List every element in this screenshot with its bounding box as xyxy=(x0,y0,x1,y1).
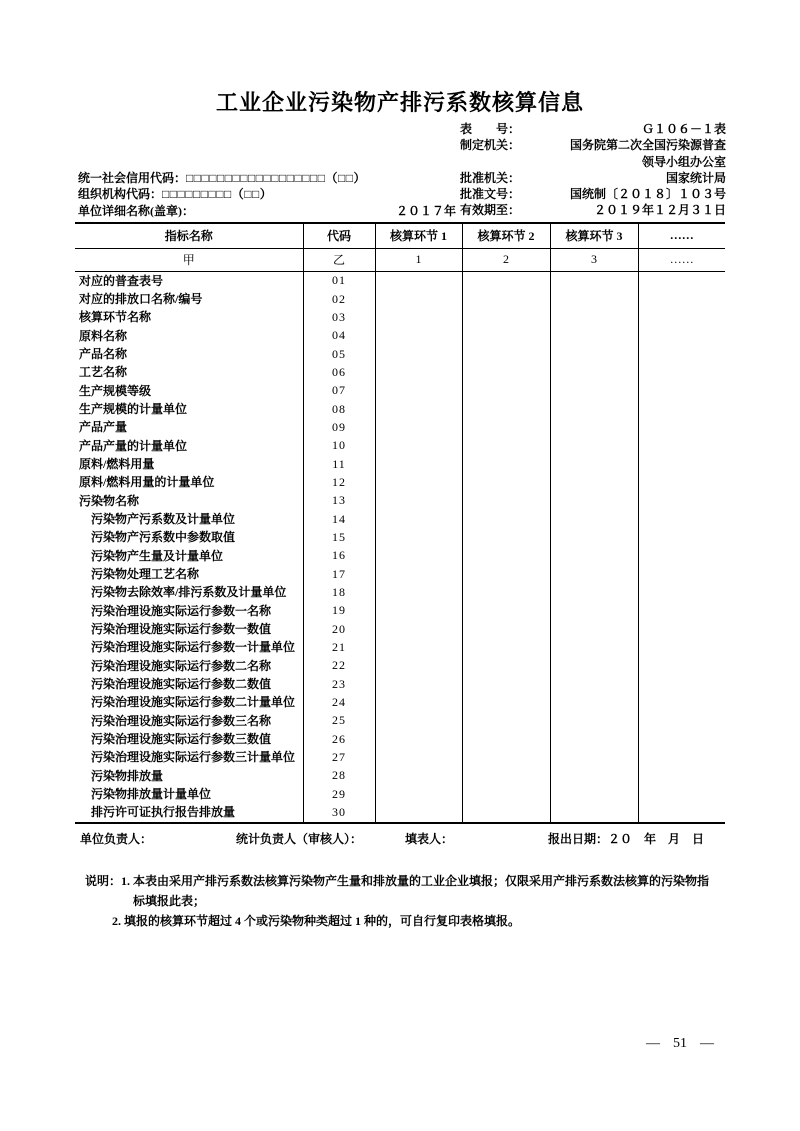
value-cell xyxy=(550,583,638,601)
value-cell xyxy=(638,620,725,638)
value-cell xyxy=(638,510,725,528)
value-cell xyxy=(550,712,638,730)
value-cell xyxy=(550,528,638,546)
value-cell xyxy=(462,271,550,290)
indicator-code-cell: 10 xyxy=(303,437,375,455)
indicator-name-cell: 污染治理设施实际运行参数一数值 xyxy=(75,620,303,638)
value-cell xyxy=(638,767,725,785)
value-cell xyxy=(550,473,638,491)
value-cell xyxy=(550,657,638,675)
value-cell xyxy=(375,455,462,473)
value-cell xyxy=(375,583,462,601)
subheader-row xyxy=(75,248,725,271)
stats-head-label: 统计负责人（审核人）： xyxy=(236,832,363,846)
indicator-name-cell: 原料名称 xyxy=(75,327,303,345)
value-cell xyxy=(375,730,462,748)
value-cell xyxy=(375,473,462,491)
table-row xyxy=(75,290,725,308)
value-cell xyxy=(462,730,550,748)
value-cell xyxy=(462,510,550,528)
value-cell xyxy=(638,638,725,656)
form-number-value: Ｇ１０６－１表 xyxy=(641,122,726,136)
value-cell xyxy=(462,400,550,418)
value-cell xyxy=(375,308,462,326)
table-row xyxy=(75,730,725,748)
table-row xyxy=(75,327,725,345)
value-cell xyxy=(638,583,725,601)
table-head xyxy=(75,223,725,271)
value-cell xyxy=(375,418,462,436)
value-cell xyxy=(462,767,550,785)
value-cell xyxy=(462,583,550,601)
value-cell xyxy=(550,767,638,785)
indicator-name-cell: 工艺名称 xyxy=(75,363,303,381)
value-cell xyxy=(375,547,462,565)
unit-head-label: 单位负责人： xyxy=(80,832,153,846)
value-cell xyxy=(638,748,725,766)
value-cell xyxy=(638,657,725,675)
col-header-step3: 核算环节 3 xyxy=(550,223,638,248)
table-row xyxy=(75,565,725,583)
value-cell xyxy=(550,620,638,638)
value-cell xyxy=(638,308,725,326)
table-row xyxy=(75,638,725,656)
indicator-code-cell: 21 xyxy=(303,638,375,656)
value-cell xyxy=(462,382,550,400)
notes-line-3: 2. 填报的核算环节超过 4 个或污染物种类超过 1 种的，可自行复印表格填报。 xyxy=(112,914,521,928)
page-number-block xyxy=(620,1036,740,1052)
credit-code-boxes: □□□□□□□□□□□□□□□□□□（□□） xyxy=(186,171,366,185)
meta-row-valid-until xyxy=(460,202,726,218)
indicator-code-cell: 29 xyxy=(303,785,375,803)
preparer-label: 填表人： xyxy=(405,832,454,846)
value-cell xyxy=(462,455,550,473)
value-cell xyxy=(638,473,725,491)
value-cell xyxy=(462,418,550,436)
indicator-name-cell: 污染物产生量及计量单位 xyxy=(75,547,303,565)
value-cell xyxy=(550,730,638,748)
table-row xyxy=(75,547,725,565)
table-row xyxy=(75,785,725,803)
value-cell xyxy=(375,657,462,675)
indicator-code-cell: 23 xyxy=(303,675,375,693)
indicator-name-cell: 产品产量 xyxy=(75,418,303,436)
indicator-code-cell: 09 xyxy=(303,418,375,436)
value-cell xyxy=(375,803,462,822)
value-cell xyxy=(462,528,550,546)
table-row xyxy=(75,473,725,491)
table-row xyxy=(75,418,725,436)
indicator-name-cell: 核算环节名称 xyxy=(75,308,303,326)
indicator-name-cell: 生产规模的计量单位 xyxy=(75,400,303,418)
col-header-step2: 核算环节 2 xyxy=(462,223,550,248)
value-cell xyxy=(375,638,462,656)
approving-agency-label: 批准机关： xyxy=(460,170,521,185)
value-cell xyxy=(550,675,638,693)
value-cell xyxy=(462,785,550,803)
table-row xyxy=(75,271,725,290)
value-cell xyxy=(462,547,550,565)
indicator-name-cell: 原料/燃料用量 xyxy=(75,455,303,473)
form-number-label: 表 号： xyxy=(460,122,521,136)
value-cell xyxy=(550,565,638,583)
indicator-name-cell: 原料/燃料用量的计量单位 xyxy=(75,473,303,491)
value-cell xyxy=(550,345,638,363)
indicator-code-cell: 14 xyxy=(303,510,375,528)
indicator-code-cell: 03 xyxy=(303,308,375,326)
table-row xyxy=(75,748,725,766)
value-cell xyxy=(638,712,725,730)
value-cell xyxy=(375,363,462,381)
subheader-3: 3 xyxy=(550,248,638,271)
indicator-code-cell: 08 xyxy=(303,400,375,418)
col-header-indicator: 指标名称 xyxy=(75,223,303,248)
value-cell xyxy=(638,803,725,822)
notes-line-1: 说明：1. 本表由采用产排污系数法核算污染物产生量和排放量的工业企业填报；仅限采用产排污系数法核算的污染物指 xyxy=(85,874,710,888)
indicator-code-cell: 26 xyxy=(303,730,375,748)
value-cell xyxy=(638,565,725,583)
value-cell xyxy=(550,748,638,766)
value-cell xyxy=(638,547,725,565)
value-cell xyxy=(375,693,462,711)
indicator-name-cell: 污染治理设施实际运行参数三数值 xyxy=(75,730,303,748)
subheader-jia: 甲 xyxy=(75,248,303,271)
col-header-code: 代码 xyxy=(303,223,375,248)
table-row xyxy=(75,803,725,822)
header-row xyxy=(75,223,725,248)
value-cell xyxy=(375,712,462,730)
indicator-code-cell: 25 xyxy=(303,712,375,730)
value-cell xyxy=(550,290,638,308)
meta-row-form-number xyxy=(460,121,726,137)
table-row xyxy=(75,510,725,528)
table-row xyxy=(75,400,725,418)
notes-line-2: 标填报此表； xyxy=(133,894,206,908)
table-row xyxy=(75,528,725,546)
table-row xyxy=(75,437,725,455)
value-cell xyxy=(375,785,462,803)
unit-name-line xyxy=(78,203,456,219)
table-body xyxy=(75,271,725,823)
indicator-name-cell: 污染物排放量 xyxy=(75,767,303,785)
value-cell xyxy=(375,492,462,510)
value-cell xyxy=(638,400,725,418)
meta-right-block xyxy=(460,121,726,219)
valid-until-value: ２０１９年１２月３１日 xyxy=(593,203,726,218)
value-cell xyxy=(638,327,725,345)
table-row xyxy=(75,345,725,363)
indicator-code-cell: 02 xyxy=(303,290,375,308)
credit-code-label: 统一社会信用代码： xyxy=(78,171,187,185)
indicator-code-cell: 04 xyxy=(303,327,375,345)
value-cell xyxy=(550,308,638,326)
value-cell xyxy=(462,620,550,638)
value-cell xyxy=(462,290,550,308)
approving-agency-value: 国家统计局 xyxy=(665,170,726,185)
value-cell xyxy=(550,803,638,822)
table-row xyxy=(75,455,725,473)
value-cell xyxy=(550,400,638,418)
value-cell xyxy=(375,620,462,638)
indicator-name-cell: 污染治理设施实际运行参数三计量单位 xyxy=(75,748,303,766)
table-row xyxy=(75,657,725,675)
page-number-dash-right: — xyxy=(700,1036,714,1051)
indicator-name-cell: 对应的排放口名称/编号 xyxy=(75,290,303,308)
issuing-agency-label: 制定机关： xyxy=(460,138,521,153)
table-row xyxy=(75,693,725,711)
indicator-name-cell: 生产规模等级 xyxy=(75,382,303,400)
table-row xyxy=(75,602,725,620)
approval-doc-label: 批准文号： xyxy=(460,187,521,202)
indicator-name-cell: 污染治理设施实际运行参数一名称 xyxy=(75,602,303,620)
value-cell xyxy=(638,693,725,711)
value-cell xyxy=(550,418,638,436)
value-cell xyxy=(550,455,638,473)
value-cell xyxy=(638,492,725,510)
indicator-name-cell: 污染物去除效率/排污系数及计量单位 xyxy=(75,583,303,601)
valid-until-label: 有效期至： xyxy=(460,203,521,218)
indicator-code-cell: 12 xyxy=(303,473,375,491)
value-cell xyxy=(462,473,550,491)
indicator-code-cell: 05 xyxy=(303,345,375,363)
value-cell xyxy=(638,382,725,400)
value-cell xyxy=(638,290,725,308)
value-cell xyxy=(375,565,462,583)
value-cell xyxy=(550,510,638,528)
issuing-agency-value: 国务院第二次全国污染源普查 xyxy=(569,138,726,153)
report-date-label: 报出日期：２０ 年 月 日 xyxy=(548,832,705,846)
meta-row-approving-agency xyxy=(460,170,726,186)
value-cell xyxy=(375,528,462,546)
value-cell xyxy=(462,308,550,326)
value-cell xyxy=(462,712,550,730)
value-cell xyxy=(638,418,725,436)
value-cell xyxy=(375,767,462,785)
value-cell xyxy=(375,748,462,766)
value-cell xyxy=(638,437,725,455)
value-cell xyxy=(462,345,550,363)
value-cell xyxy=(462,327,550,345)
value-cell xyxy=(375,345,462,363)
indicator-code-cell: 16 xyxy=(303,547,375,565)
value-cell xyxy=(550,437,638,455)
meta-row-approval-doc xyxy=(460,186,726,202)
org-code-label: 组织机构代码： xyxy=(78,187,163,202)
indicator-code-cell: 20 xyxy=(303,620,375,638)
table-row xyxy=(75,620,725,638)
value-cell xyxy=(550,271,638,290)
subheader-2: 2 xyxy=(462,248,550,271)
value-cell xyxy=(375,327,462,345)
table-row xyxy=(75,308,725,326)
table-row xyxy=(75,675,725,693)
value-cell xyxy=(375,510,462,528)
indicator-name-cell: 污染治理设施实际运行参数三名称 xyxy=(75,712,303,730)
value-cell xyxy=(462,565,550,583)
value-cell xyxy=(462,657,550,675)
subheader-1: 1 xyxy=(375,248,462,271)
indicator-code-cell: 22 xyxy=(303,657,375,675)
indicator-table xyxy=(75,222,725,824)
indicator-code-cell: 01 xyxy=(303,271,375,290)
value-cell xyxy=(638,785,725,803)
value-cell xyxy=(550,638,638,656)
indicator-code-cell: 18 xyxy=(303,583,375,601)
indicator-code-cell: 24 xyxy=(303,693,375,711)
indicator-name-cell: 产品产量的计量单位 xyxy=(75,437,303,455)
value-cell xyxy=(550,547,638,565)
indicator-name-cell: 污染治理设施实际运行参数二名称 xyxy=(75,657,303,675)
value-cell xyxy=(638,730,725,748)
value-cell xyxy=(462,748,550,766)
issuing-agency-cont-value: 领导小组办公室 xyxy=(641,154,726,169)
value-cell xyxy=(550,602,638,620)
value-cell xyxy=(550,382,638,400)
indicator-code-cell: 28 xyxy=(303,767,375,785)
indicator-name-cell: 污染治理设施实际运行参数一计量单位 xyxy=(75,638,303,656)
indicator-code-cell: 11 xyxy=(303,455,375,473)
table-row xyxy=(75,583,725,601)
value-cell xyxy=(638,363,725,381)
table-row xyxy=(75,363,725,381)
meta-left-block xyxy=(78,170,456,219)
indicator-name-cell: 污染治理设施实际运行参数二数值 xyxy=(75,675,303,693)
indicator-code-cell: 27 xyxy=(303,748,375,766)
page-number: 51 xyxy=(673,1036,687,1051)
value-cell xyxy=(375,437,462,455)
indicator-code-cell: 17 xyxy=(303,565,375,583)
indicator-name-cell: 对应的普查表号 xyxy=(75,271,303,290)
table-row xyxy=(75,492,725,510)
subheader-yi: 乙 xyxy=(303,248,375,271)
value-cell xyxy=(550,785,638,803)
value-cell xyxy=(462,492,550,510)
value-cell xyxy=(462,803,550,822)
indicator-name-cell: 污染物名称 xyxy=(75,492,303,510)
value-cell xyxy=(638,528,725,546)
value-cell xyxy=(462,693,550,711)
indicator-name-cell: 污染物处理工艺名称 xyxy=(75,565,303,583)
value-cell xyxy=(462,602,550,620)
value-cell xyxy=(638,602,725,620)
value-cell xyxy=(462,675,550,693)
meta-row-issuing-agency xyxy=(460,137,726,153)
indicator-name-cell: 污染物产污系数及计量单位 xyxy=(75,510,303,528)
meta-row-issuing-agency-cont xyxy=(460,154,726,170)
value-cell xyxy=(375,400,462,418)
indicator-name-cell: 污染物排放量计量单位 xyxy=(75,785,303,803)
value-cell xyxy=(638,675,725,693)
value-cell xyxy=(375,602,462,620)
indicator-code-cell: 15 xyxy=(303,528,375,546)
org-code-boxes: □□□□□□□□□（□□） xyxy=(162,187,273,202)
indicator-name-cell: 污染治理设施实际运行参数二计量单位 xyxy=(75,693,303,711)
col-header-more: …… xyxy=(638,223,725,248)
value-cell xyxy=(375,290,462,308)
col-header-step1: 核算环节 1 xyxy=(375,223,462,248)
indicator-code-cell: 07 xyxy=(303,382,375,400)
value-cell xyxy=(638,271,725,290)
indicator-code-cell: 19 xyxy=(303,602,375,620)
value-cell xyxy=(550,492,638,510)
table-row xyxy=(75,712,725,730)
value-cell xyxy=(550,327,638,345)
table-row xyxy=(75,767,725,785)
org-code-line xyxy=(78,186,456,202)
value-cell xyxy=(638,455,725,473)
page-number-dash-left: — xyxy=(646,1036,660,1051)
value-cell xyxy=(462,437,550,455)
value-cell xyxy=(462,363,550,381)
form-title: 工业企业污染物产排污系数核算信息 xyxy=(215,90,584,115)
value-cell xyxy=(375,271,462,290)
value-cell xyxy=(375,382,462,400)
value-cell xyxy=(550,693,638,711)
report-year: ２０１７年 xyxy=(395,203,456,218)
table-row xyxy=(75,382,725,400)
value-cell xyxy=(462,638,550,656)
indicator-name-cell: 污染物产污系数中参数取值 xyxy=(75,528,303,546)
credit-code-line xyxy=(78,170,456,186)
value-cell xyxy=(638,345,725,363)
indicator-name-cell: 排污许可证执行报告排放量 xyxy=(75,803,303,822)
indicator-code-cell: 06 xyxy=(303,363,375,381)
value-cell xyxy=(550,363,638,381)
indicator-code-cell: 13 xyxy=(303,492,375,510)
unit-name-label: 单位详细名称(盖章)： xyxy=(78,203,194,218)
value-cell xyxy=(375,675,462,693)
indicator-code-cell: 30 xyxy=(303,803,375,822)
indicator-name-cell: 产品名称 xyxy=(75,345,303,363)
subheader-more: …… xyxy=(638,248,725,271)
approval-doc-value: 国统制〔２０１８〕１０３号 xyxy=(569,187,726,202)
